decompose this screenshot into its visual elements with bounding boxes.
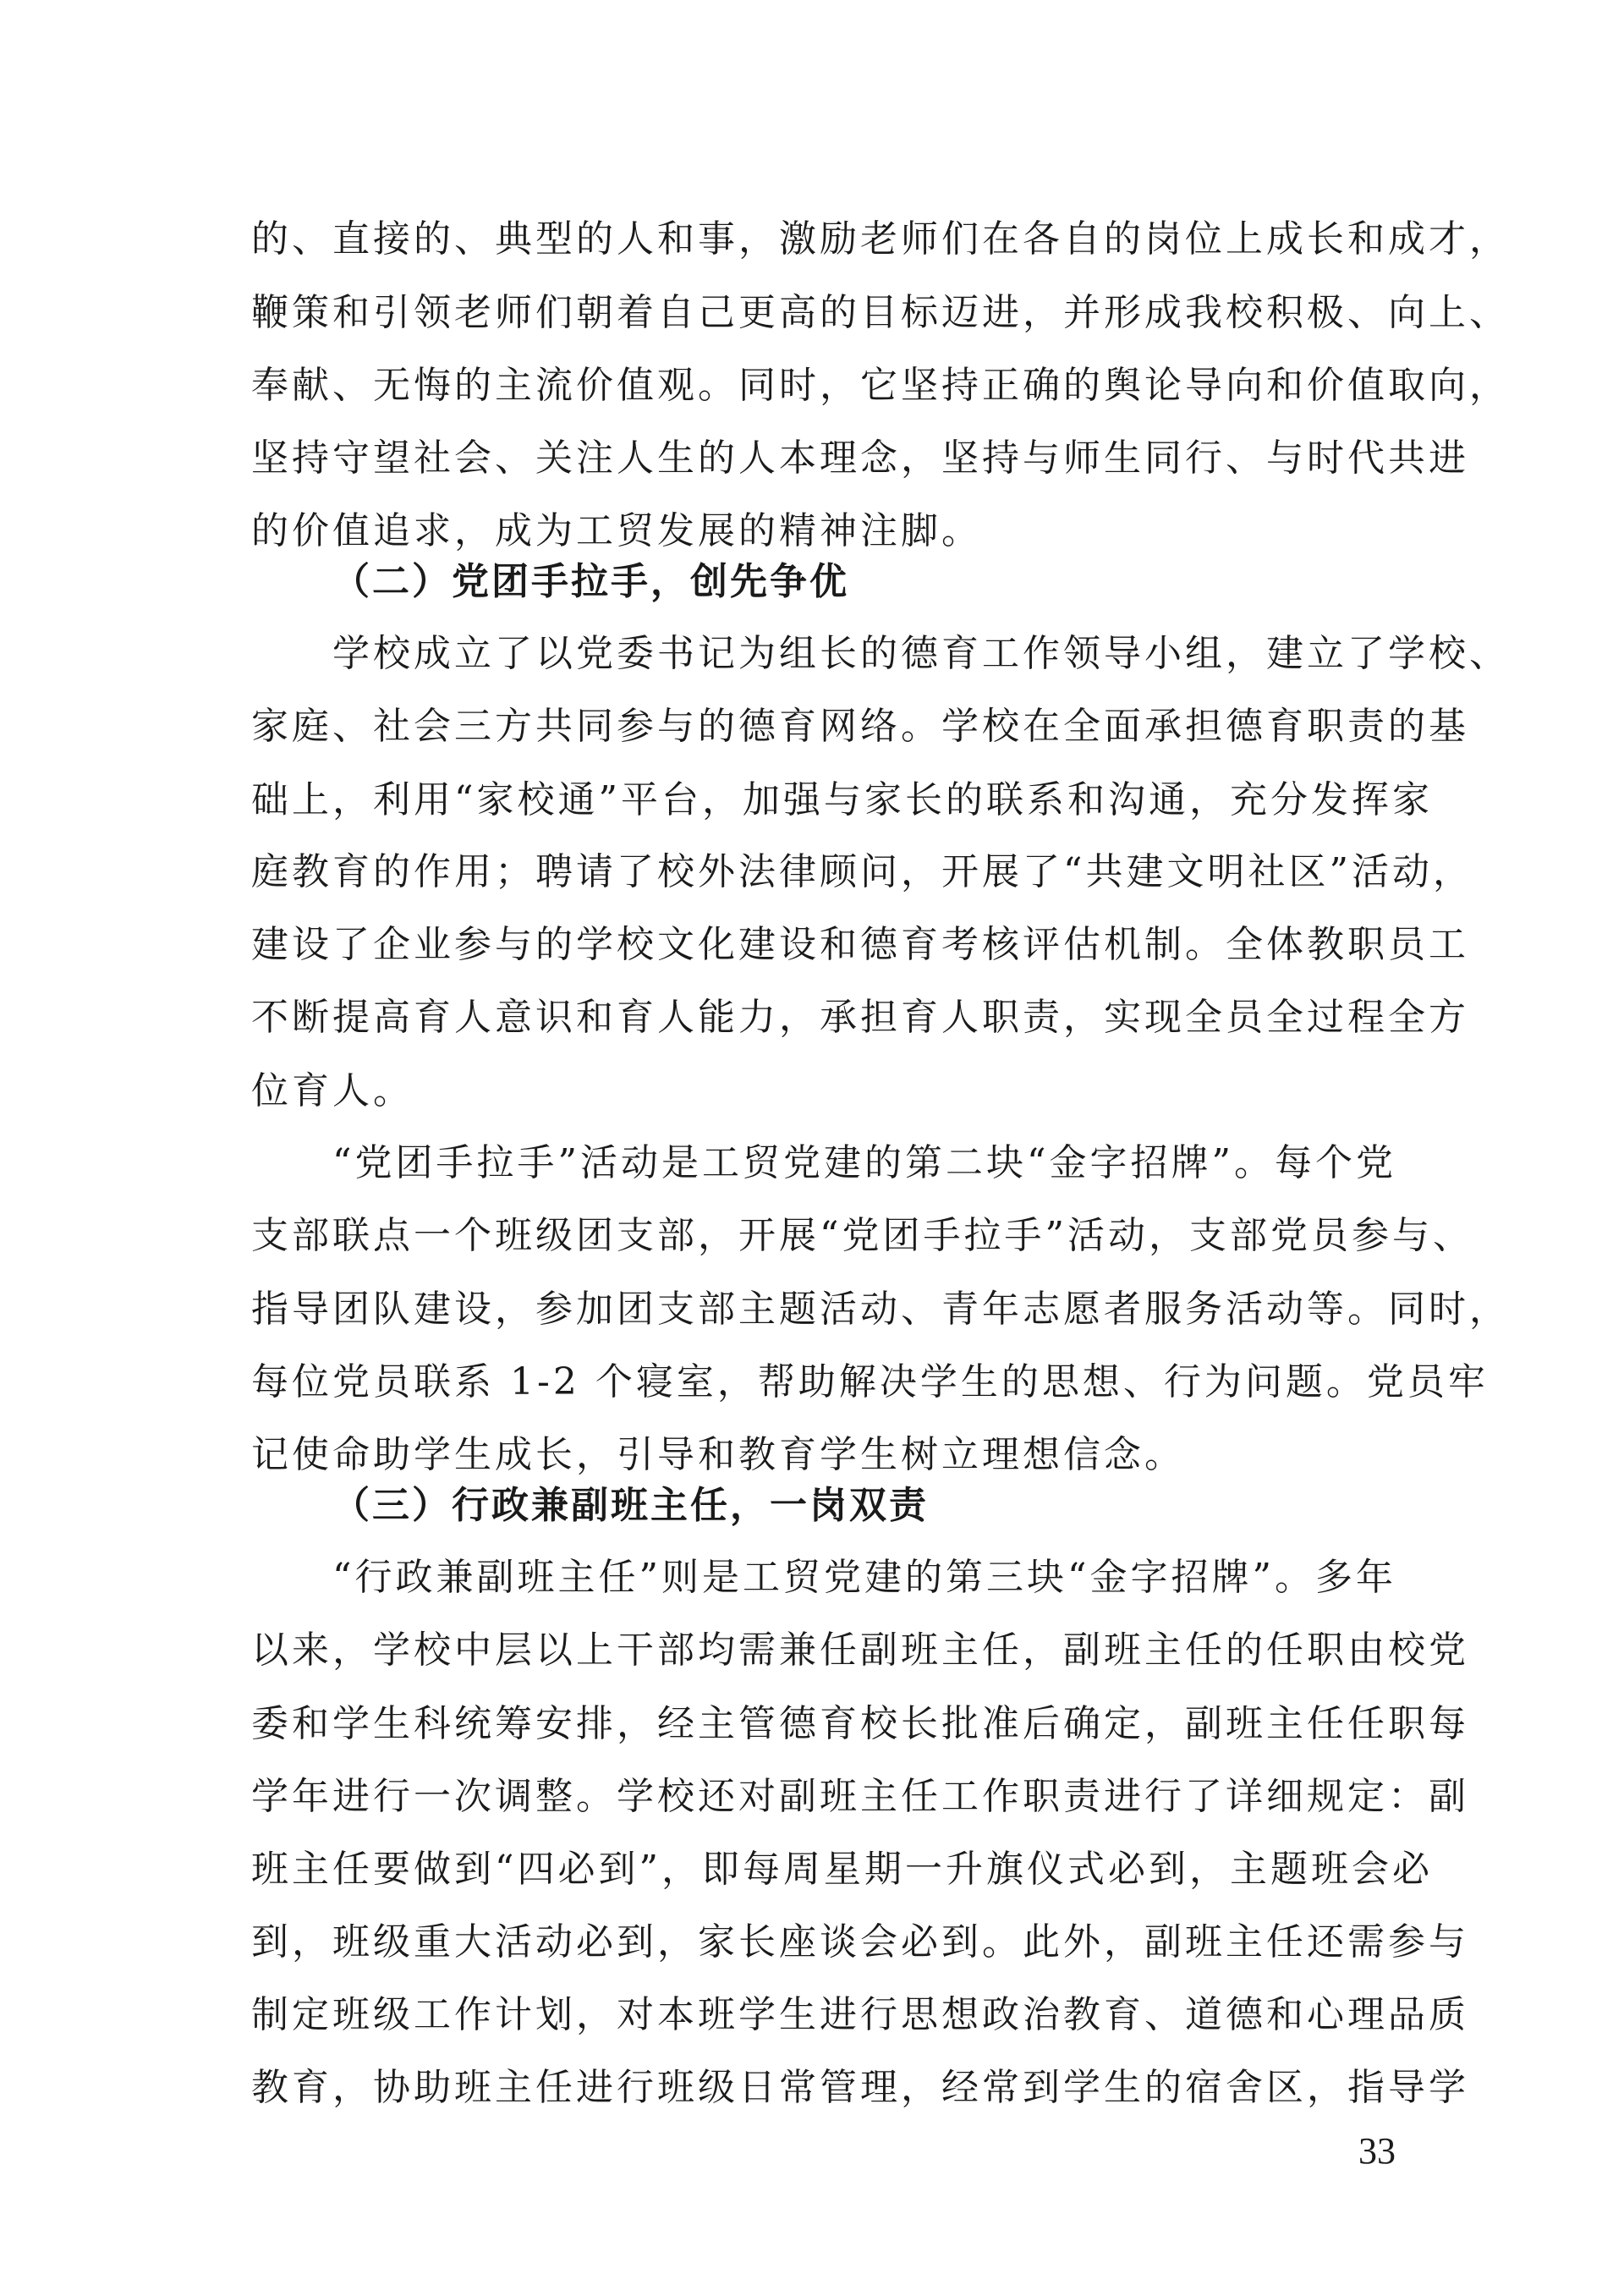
body-line: 坚持守望社会、关注人生的人本理念，坚持与师生同行、与时代共进 (251, 437, 1469, 480)
body-line: 位育人。 (251, 1069, 414, 1112)
body-line: 每位党员联系 1-2 个寝室，帮助解决学生的思想、行为问题。党员牢 (251, 1360, 1489, 1403)
section-heading-2: （二）党团手拉手，创先争优 (332, 560, 849, 603)
body-line: 制定班级工作计划，对本班学生进行思想政治教育、道德和心理品质 (251, 1993, 1469, 2036)
body-line: 支部联点一个班级团支部，开展“党团手拉手”活动，支部党员参与、 (251, 1214, 1473, 1257)
body-line: 庭教育的作用；聘请了校外法律顾问，开展了“共建文明社区”活动， (251, 850, 1473, 893)
body-line: 的价值追求，成为工贸发展的精神注脚。 (251, 509, 982, 552)
body-line: 班主任要做到“四必到”，即每周星期一升旗仪式必到，主题班会必 (251, 1848, 1433, 1891)
body-line: 奉献、无悔的主流价值观。同时，它坚持正确的舆论导向和价值取向， (251, 364, 1510, 407)
body-line: 的、直接的、典型的人和事，激励老师们在各自的岗位上成长和成才， (251, 217, 1510, 261)
body-line: 到，班级重大活动必到，家长座谈会必到。此外，副班主任还需参与 (251, 1920, 1469, 1964)
section-heading-3: （三）行政兼副班主任，一岗双责 (332, 1484, 929, 1527)
body-line: 础上，利用“家校通”平台，加强与家长的联系和沟通，充分发挥家 (251, 778, 1433, 821)
body-line: 建设了企业参与的学校文化建设和德育考核评估机制。全体教职员工 (251, 923, 1469, 966)
body-line: 委和学生科统筹安排，经主管德育校长批准后确定，副班主任任职每 (251, 1702, 1469, 1745)
body-line: 指导团队建设，参加团支部主题活动、青年志愿者服务活动等。同时， (251, 1288, 1510, 1331)
body-line: 教育，协助班主任进行班级日常管理，经常到学生的宿舍区，指导学 (251, 2066, 1469, 2109)
body-line: 家庭、社会三方共同参与的德育网络。学校在全面承担德育职责的基 (251, 705, 1469, 748)
paragraph-first-line: “党团手拉手”活动是工贸党建的第二块“金字招牌”。每个党 (332, 1141, 1396, 1184)
paragraph-first-line: 学校成立了以党委书记为组长的德育工作领导小组，建立了学校、 (332, 632, 1510, 675)
body-line: 鞭策和引领老师们朝着自己更高的目标迈进，并形成我校积极、向上、 (251, 291, 1510, 334)
body-line: 学年进行一次调整。学校还对副班主任工作职责进行了详细规定：副 (251, 1775, 1469, 1818)
body-line: 记使命助学生成长，引导和教育学生树立理想信念。 (251, 1433, 1185, 1476)
paragraph-first-line: “行政兼副班主任”则是工贸党建的第三块“金字招牌”。多年 (332, 1556, 1396, 1599)
page-number: 33 (1358, 2130, 1396, 2172)
body-line: 以来，学校中层以上干部均需兼任副班主任，副班主任的任职由校党 (251, 1629, 1469, 1672)
body-line: 不断提高育人意识和育人能力，承担育人职责，实现全员全过程全方 (251, 996, 1469, 1039)
